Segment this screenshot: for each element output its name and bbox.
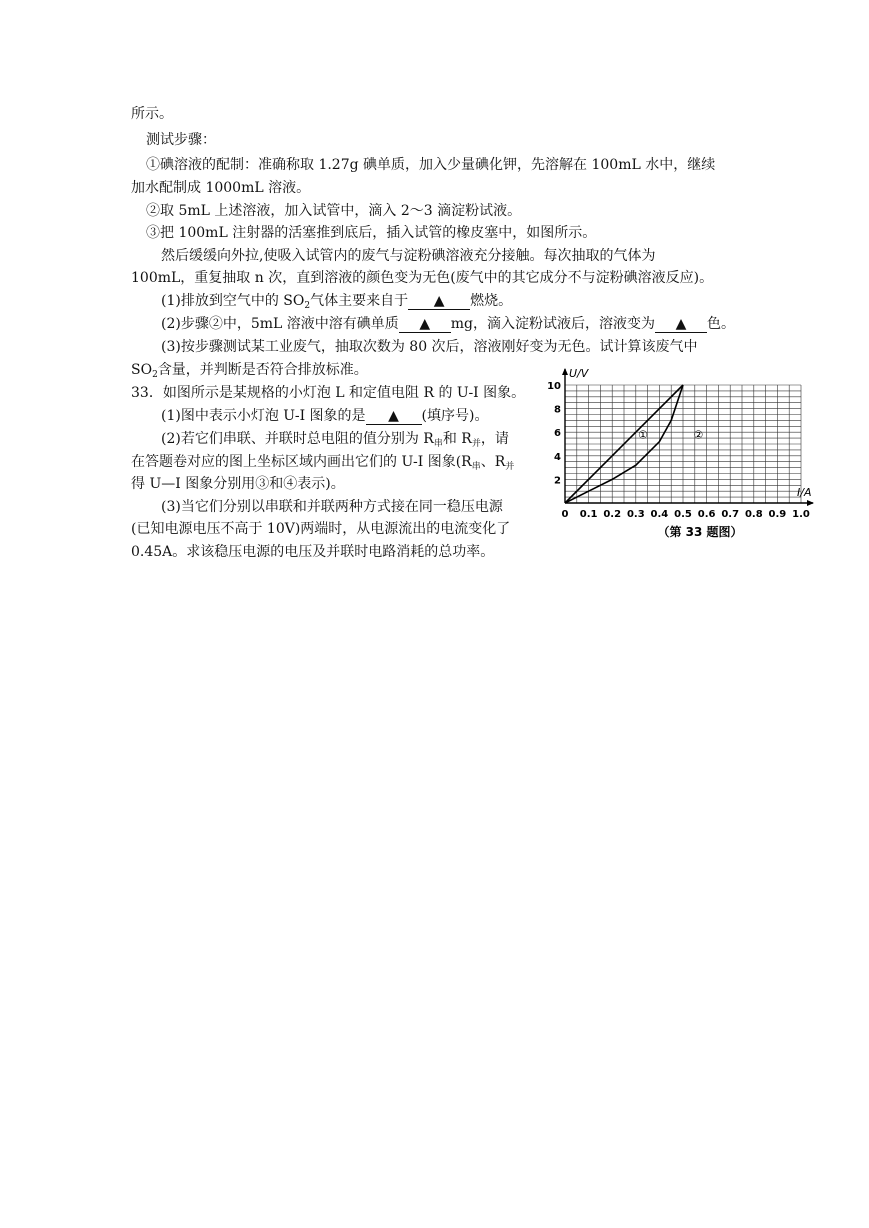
q32-sub3-post: 含量，并判断是否符合排放标准。 — [157, 362, 368, 378]
q33-sub2-b-mid: 、R — [480, 454, 506, 470]
y-tick-label: 8 — [554, 404, 561, 416]
x-tick-label: 1.0 — [792, 509, 810, 520]
q33-sub2-b-sub1: 串 — [471, 462, 481, 472]
q33-sub2-a-sub2: 并 — [471, 439, 481, 449]
q32-sub1-pre: (1)排放到空气中的 SO — [161, 293, 305, 309]
q32-sub2-post: 色。 — [707, 316, 736, 332]
ui-chart — [545, 365, 820, 540]
x-tick-label: 0.8 — [744, 509, 763, 520]
series-label-1: ① — [637, 428, 648, 442]
chart-ticks — [547, 381, 810, 520]
x-tick-label: 0.9 — [768, 509, 787, 520]
q33-sub1-post: (填序号)。 — [421, 408, 489, 424]
y-axis-arrow — [562, 368, 568, 375]
q32-sub2-answer-blank-1[interactable]: ▲ — [399, 316, 451, 333]
q32-sub1-subscript: 2 — [304, 301, 311, 311]
y-tick-label: 4 — [554, 451, 561, 463]
x-axis-arrow — [807, 500, 814, 506]
q33-sub2-line3: 得 U—I 图象分别用③和④表示)。 — [131, 476, 345, 492]
x-tick-label: 0.3 — [626, 509, 645, 520]
q32-steps-title: 测试步骤： — [146, 132, 216, 148]
q32-tail: 所示。 — [131, 106, 173, 122]
q32-sub2-answer-blank-2[interactable]: ▲ — [655, 316, 707, 333]
q33-sub1 — [161, 406, 488, 426]
q33-sub2-b-pre: 在答题卷对应的图上坐标区域内画出它们的 U-I 图象(R — [131, 454, 472, 470]
q32-step2: ②取 5mL 上述溶液，加入试管中，滴入 2～3 滴淀粉试液。 — [146, 203, 522, 219]
q33-sub2-b-sub2: 并 — [505, 462, 515, 472]
q33-sub2-a-mid: 和 R — [442, 431, 472, 447]
q32-para-line2: 100mL，重复抽取 n 次，直到溶液的颜色变为无色(废气中的其它成分不与淀粉碘溶液反应)。 — [131, 270, 714, 286]
q33-sub2-a-sub1: 串 — [433, 439, 443, 449]
x-tick-label: 0.7 — [721, 509, 740, 520]
q32-sub3-line1: (3)按步骤测试某工业废气，抽取次数为 80 次后，溶液刚好变为无色。试计算该废气中 — [161, 339, 698, 355]
q32-step1-line2: 加水配制成 1000mL 溶液。 — [131, 180, 311, 196]
q33-sub2-a-pre: (2)若它们串联、并联时总电阻的值分别为 R — [161, 431, 434, 447]
x-tick-label: 0.5 — [674, 509, 692, 520]
q32-sub3-so: SO — [131, 362, 153, 378]
q32-sub3-line2 — [131, 360, 368, 385]
q33-sub3-line1: (3)当它们分别以串联和并联两种方式接在同一稳压电源 — [161, 499, 503, 515]
x-tick-label: 0.1 — [579, 509, 598, 520]
x-tick-label: 0.6 — [697, 509, 716, 520]
q32-step3: ③把 100mL 注射器的活塞推到底后，插入试管的橡皮塞中，如图所示。 — [146, 225, 597, 241]
series-label-2: ② — [693, 428, 704, 442]
y-tick-label: 2 — [554, 475, 561, 487]
q32-sub1-answer-blank[interactable]: ▲ — [408, 293, 470, 310]
q32-sub2-mid: mg，滴入淀粉试液后，溶液变为 — [450, 316, 656, 332]
q33-sub2-a-post: ，请 — [480, 431, 509, 447]
q33-title: 33．如图所示是某规格的小灯泡 L 和定值电阻 R 的 U-I 图象。 — [131, 385, 526, 401]
figure-caption: （第 33 题图） — [657, 525, 743, 539]
q33-sub3-line3: 0.45A。求该稳压电源的电压及并联时电路消耗的总功率。 — [131, 544, 495, 560]
q32-sub1 — [161, 291, 512, 316]
x-axis-label: I/A — [797, 486, 812, 499]
y-axis-label: U/V — [569, 367, 589, 380]
q33-sub1-answer-blank[interactable]: ▲ — [366, 408, 422, 425]
q33-sub3-line2: (已知电源电压不高于 10V)两端时，从电源流出的电流变化了 — [131, 521, 511, 537]
q33-sub2-line1 — [161, 429, 509, 454]
q32-step1-line1: ①碘溶液的配制：准确称取 1.27g 碘单质，加入少量碘化钾，先溶解在 100mL 水中，继续 — [146, 157, 716, 173]
q32-sub1-mid: 气体主要来自于 — [310, 293, 409, 309]
x-tick-label: 0.2 — [603, 509, 622, 520]
y-tick-label: 6 — [554, 428, 561, 440]
y-tick-label: 10 — [547, 381, 561, 392]
q32-sub3-subscript: 2 — [152, 370, 158, 380]
x-tick-label: 0 — [561, 509, 569, 520]
q32-sub2-pre: (2)步骤②中，5mL 溶液中溶有碘单质 — [161, 316, 399, 332]
q33-sub1-pre: (1)图中表示小灯泡 U-I 图象的是 — [161, 408, 366, 424]
q32-para-line1: 然后缓缓向外拉,使吸入试管内的废气与淀粉碘溶液充分接触。每次抽取的气体为 — [161, 248, 656, 264]
x-tick-label: 0.4 — [650, 509, 669, 520]
q32-sub2 — [161, 314, 735, 334]
q32-sub1-post: 燃烧。 — [470, 293, 513, 309]
